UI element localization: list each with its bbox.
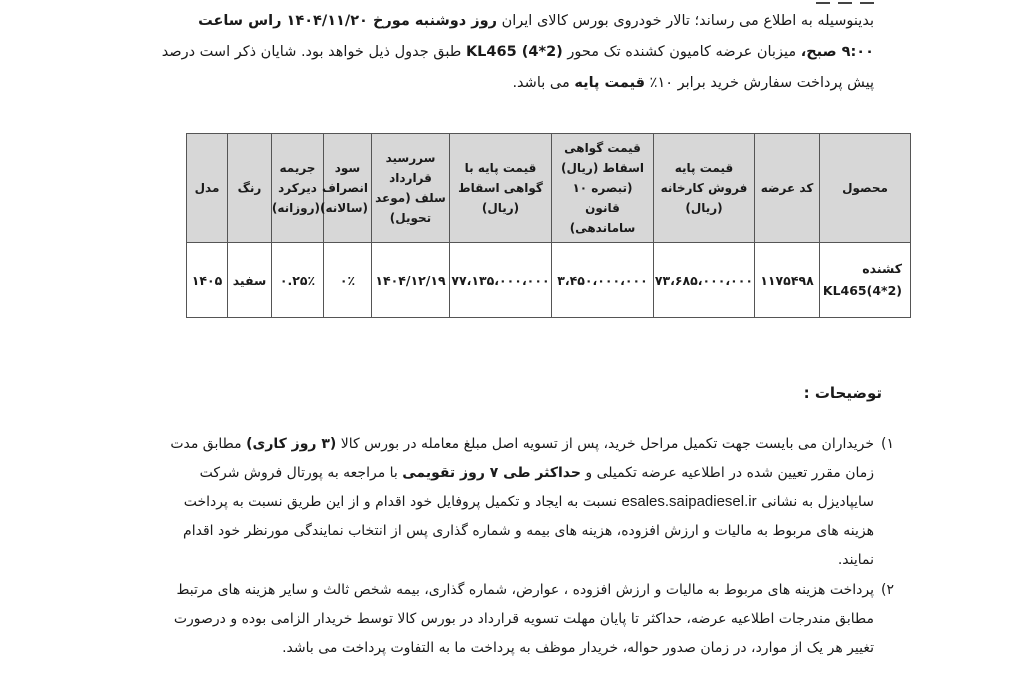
portal-url-link[interactable]: esales.saipadiesel.ir	[621, 493, 757, 510]
note-text: زمان مقرر تعیین شده در اطلاعیه عرضه تکمیلی و	[585, 465, 874, 481]
cropped-heading-fragment	[794, 0, 874, 4]
header-code: کد عرضه	[755, 134, 820, 243]
note-line: نمایند.	[837, 552, 874, 568]
note-text: نسبت به ایجاد و تکمیل پروفایل خود اقدام و از این طریق نسبت به پرداخت	[183, 494, 618, 510]
cell-due-date: ۱۴۰۴/۱۲/۱۹	[372, 243, 450, 318]
note-text: با مراجعه به پورتال فروش شرکت	[199, 465, 398, 481]
intro-time: ۹:۰۰ صبح،	[800, 44, 874, 60]
header-factory-price: قیمت پایه فروش کارخانه (ریال)	[654, 134, 755, 243]
header-due-date: سررسید قرارداد سلف (موعد تحویل)	[372, 134, 450, 243]
table-row	[187, 243, 911, 318]
intro-text: بدینوسیله به اطلاع می رساند؛ تالار خودروی بورس کالای ایران	[501, 13, 874, 29]
note-line	[170, 430, 874, 458]
header-model: مدل	[187, 134, 228, 243]
note-line: تغییر هر یک از موارد، در زمان صدور حواله، خریدار موظف به پرداخت ما به التفاوت پرداخت می باشد.	[282, 640, 874, 656]
note-line	[184, 488, 874, 516]
header-base-with-scrap: قیمت پایه با گواهی اسقاط (ریال)	[450, 134, 552, 243]
cell-base-with-scrap: ۷۷،۱۳۵،۰۰۰،۰۰۰	[450, 243, 552, 318]
note-emphasis: (۳ روز کاری)	[246, 436, 337, 452]
intro-text: طبق جدول ذیل خواهد بود. شایان ذکر است درصد	[161, 44, 462, 60]
cell-factory-price: ۷۳،۶۸۵،۰۰۰،۰۰۰	[654, 243, 755, 318]
intro-model: (2*4) KL465	[465, 44, 563, 60]
cell-color: سفید	[228, 243, 272, 318]
intro-text: میزبان عرضه کامیون کشنده تک محور	[567, 44, 797, 60]
note-line: پرداخت هزینه های مربوط به مالیات و ارزش افزوده ، عوارض، شماره گذاری، بیمه شخص ثالث و سایر هزینه های مرتبط	[176, 582, 874, 598]
header-delay-penalty: جریمه دیرکرد (روزانه)	[272, 134, 324, 243]
header-color: رنگ	[228, 134, 272, 243]
intro-text: می باشد.	[512, 75, 570, 91]
cell-product	[820, 243, 911, 318]
intro-base-price: قیمت پایه	[574, 75, 646, 91]
note-emphasis: حداکثر طی ۷ روز تقویمی	[402, 465, 581, 481]
product-model: KL465(4*2)	[822, 283, 902, 298]
note-text: سایپادیزل به نشانی	[761, 494, 874, 510]
offer-table	[186, 133, 911, 318]
header-scrap-price: قیمت گواهی اسقاط (ریال) (تبصره ۱۰ قانون ساماندهی)	[552, 134, 654, 243]
note-text: مطابق مدت	[170, 436, 242, 452]
cell-code: ۱۱۷۵۴۹۸	[755, 243, 820, 318]
table-header-row	[187, 134, 911, 243]
cell-delay-penalty: ۰.۲۵٪	[272, 243, 324, 318]
note-number: ۱)	[881, 436, 894, 452]
header-cancel-profit: سود انصراف (سالانه)	[324, 134, 372, 243]
cell-model: ۱۴۰۵	[187, 243, 228, 318]
note-text: خریداران می بایست جهت تکمیل مراحل خرید، پس از تسویه اصل مبلغ معامله در بورس کالا	[340, 436, 874, 452]
intro-text: پیش پرداخت سفارش خرید برابر ۱۰٪	[649, 75, 874, 91]
intro-date-time: روز دوشنبه مورخ ۱۴۰۴/۱۱/۲۰ راس ساعت	[198, 13, 497, 29]
cell-scrap-price: ۳،۴۵۰،۰۰۰،۰۰۰	[552, 243, 654, 318]
note-line: مطابق مندرجات اطلاعیه عرضه، حداکثر تا پایان مهلت تسویه قرارداد در بورس کالا توسط خریدار الزامی بوده و درصورت	[173, 611, 874, 627]
cell-cancel-profit: ۰٪	[324, 243, 372, 318]
header-product: محصول	[820, 134, 911, 243]
note-line: هزینه های مربوط به مالیات و ارزش افزوده، هزینه های بیمه و شماره گذاری پس از انتخاب نمایندگی مورنظر خود اقدام	[183, 523, 874, 539]
note-line	[200, 459, 874, 487]
product-name: کشنده	[862, 261, 902, 276]
intro-line-2	[162, 37, 874, 68]
notes-title: توضیحات :	[803, 384, 882, 402]
note-number: ۲)	[881, 582, 894, 598]
intro-line-1	[198, 6, 874, 37]
intro-line-3	[512, 68, 874, 99]
